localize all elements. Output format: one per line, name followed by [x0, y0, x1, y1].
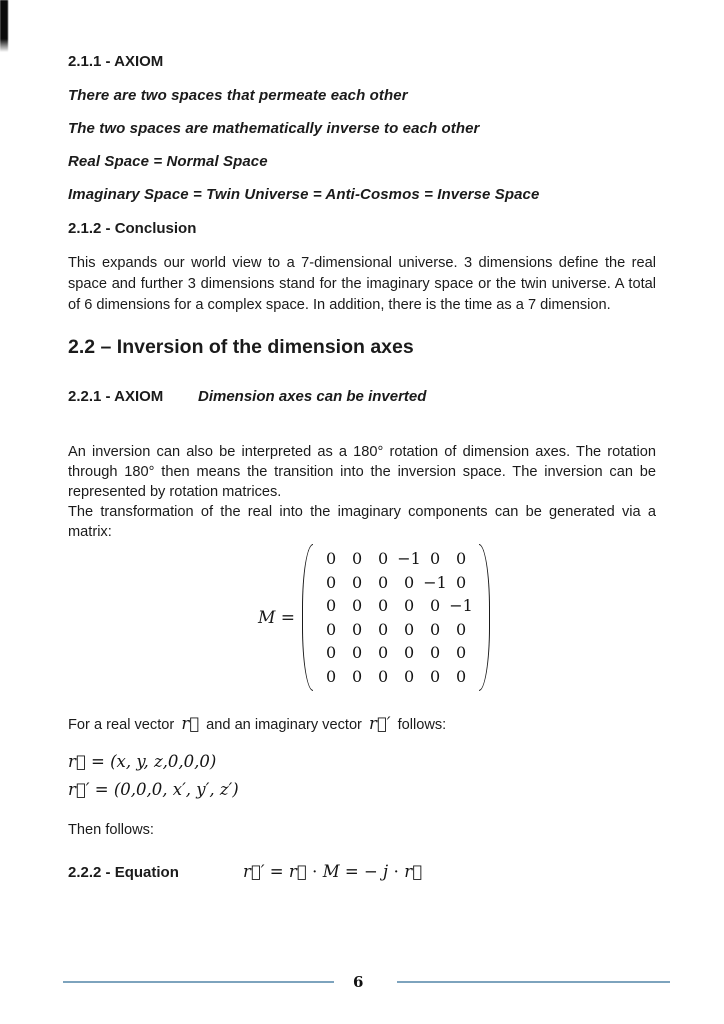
matrix-cell: 0 [455, 549, 467, 569]
matrix-cell: 0 [429, 596, 441, 616]
matrix-cell: 0 [455, 619, 467, 639]
heading-2-2-1: 2.2.1 - AXIOM [68, 388, 164, 405]
page-footer [63, 973, 670, 991]
vector-r-prime-symbol: r⃗′ [368, 714, 391, 733]
matrix-cell: 0 [325, 666, 337, 686]
transformation-paragraph: The transformation of the real into the imaginary components can be generated via a matrix: [68, 504, 656, 540]
equation-2-2-2-row [68, 862, 656, 883]
axiom-statement-2: The two spaces are mathematically inverse to each other [68, 120, 480, 137]
equation-2-2-2: r⃗′ = r⃗ ⋅ M = − j ⋅ r⃗ [243, 861, 423, 881]
matrix-cell: −1 [423, 572, 447, 592]
vector-intro-sentence [68, 714, 656, 735]
matrix-cell: 0 [351, 666, 363, 686]
matrix-cell: 0 [455, 572, 467, 592]
matrix-grid [313, 544, 479, 691]
matrix-cell: 0 [351, 549, 363, 569]
matrix-cell: 0 [403, 619, 415, 639]
axiom-statement-1: There are two spaces that permeate each other [68, 87, 408, 104]
axiom-statement-4: Imaginary Space = Twin Universe = Anti-Cosmos = Inverse Space [68, 186, 540, 203]
matrix-cell: 0 [325, 596, 337, 616]
matrix-label: M = [258, 607, 296, 628]
matrix-cell: 0 [377, 619, 389, 639]
equation-imaginary-vector: r⃗′ = (0,0,0, x′, y′, z′) [68, 779, 239, 799]
matrix-right-paren [479, 544, 490, 691]
axiom-statement-3: Real Space = Normal Space [68, 153, 268, 170]
vector-intro-mid: and an imaginary vector [202, 717, 366, 733]
matrix-cell: 0 [403, 666, 415, 686]
matrix-cell: 0 [403, 643, 415, 663]
matrix-cell: 0 [325, 619, 337, 639]
matrix-cell: 0 [325, 549, 337, 569]
footer-rule-left [63, 981, 334, 983]
matrix-cell: 0 [325, 643, 337, 663]
matrix-cell: 0 [377, 643, 389, 663]
axiom-2-2-1-text: Dimension axes can be inverted [198, 388, 427, 405]
heading-2-2-2: 2.2.2 - Equation [68, 863, 179, 881]
scan-artifact-mark [0, 0, 8, 52]
matrix-cell: 0 [377, 572, 389, 592]
equation-real-vector: r⃗ = (x, y, z,0,0,0) [68, 751, 217, 771]
page-content [0, 53, 724, 883]
matrix-cell: 0 [403, 572, 415, 592]
vector-r-symbol: r⃗ [181, 714, 200, 733]
matrix-cell: 0 [351, 572, 363, 592]
matrix-cell: 0 [377, 666, 389, 686]
matrix-cell: 0 [403, 596, 415, 616]
inversion-paragraph: An inversion can also be interpreted as a 180° rotation of dimension axes. The rotation through 180° then means the transition into the inversion space. The inversion can be represented by rotation matrices. [68, 444, 656, 500]
matrix-cell: −1 [449, 596, 473, 616]
matrix-equation [258, 544, 656, 691]
heading-2-1-2: 2.1.2 - Conclusion [68, 220, 197, 237]
matrix-cell: 0 [429, 619, 441, 639]
matrix-cell: 0 [429, 643, 441, 663]
matrix-cell: 0 [429, 666, 441, 686]
matrix-cell: 0 [351, 643, 363, 663]
matrix-left-paren [302, 544, 313, 691]
matrix-cell: 0 [351, 596, 363, 616]
page-number: 6 [353, 973, 364, 991]
matrix-cell: 0 [455, 643, 467, 663]
axiom-2-2-1-row [68, 388, 656, 406]
heading-2-2: 2.2 – Inversion of the dimension axes [68, 336, 414, 358]
matrix-cell: −1 [397, 549, 421, 569]
conclusion-paragraph: This expands our world view to a 7-dimensional universe. 3 dimensions define the real space and further 3 dimensions stand for the imaginary space or the twin universe. A total of 6 dimensions for a complex space. In addition, there is the time as a 7 dimension. [68, 255, 656, 313]
matrix-cell: 0 [377, 596, 389, 616]
footer-rule-right [397, 981, 670, 983]
vector-intro-post: follows: [393, 717, 447, 733]
heading-2-1-1: 2.1.1 - AXIOM [68, 53, 164, 70]
matrix-cell: 0 [429, 549, 441, 569]
matrix-cell: 0 [377, 549, 389, 569]
matrix-cell: 0 [455, 666, 467, 686]
then-follows-text: Then follows: [68, 821, 154, 838]
vector-intro-pre: For a real vector [68, 717, 179, 733]
matrix-cell: 0 [351, 619, 363, 639]
matrix-cell: 0 [325, 572, 337, 592]
